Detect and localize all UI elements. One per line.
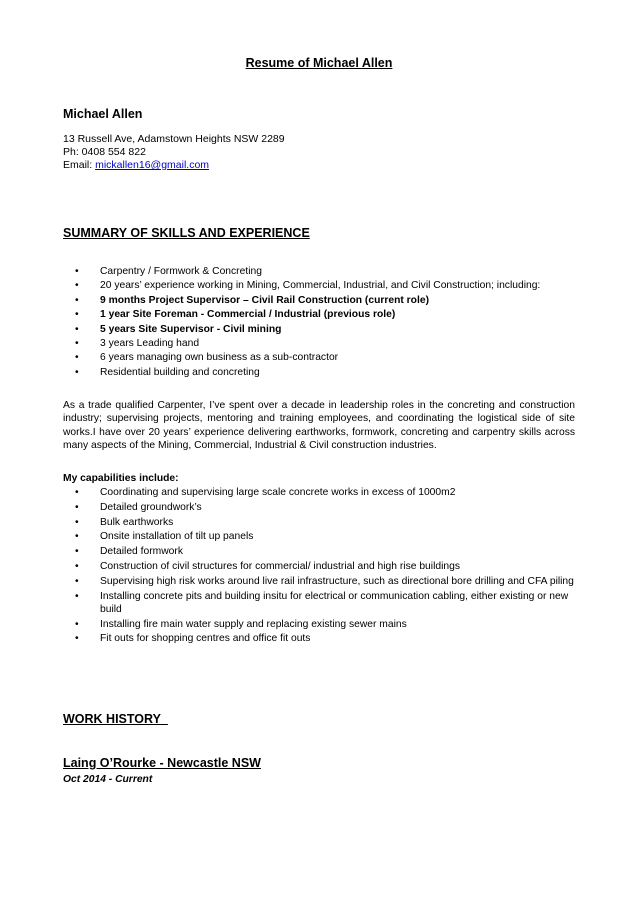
- bullet-icon: •: [75, 633, 79, 645]
- capability-item: [75, 486, 576, 499]
- bullet-icon: •: [75, 546, 79, 558]
- email-label: Email:: [63, 159, 96, 171]
- summary-item: [75, 323, 595, 337]
- summary-item-text: 6 years managing own business as a sub-contractor: [100, 352, 339, 364]
- work-history-heading: WORK HISTORY: [63, 712, 161, 726]
- summary-item: [75, 308, 595, 322]
- summary-item: [75, 265, 595, 279]
- summary-item: [75, 351, 595, 365]
- capability-item-text: Detailed formwork: [100, 546, 183, 558]
- address-line: 13 Russell Ave, Adamstown Heights NSW 2289: [63, 133, 285, 145]
- capability-item: [75, 501, 576, 514]
- bullet-icon: •: [75, 323, 79, 335]
- summary-item-text: 20 years’ experience working in Mining, Commercial, Industrial, and Civil Construction; including:: [100, 280, 541, 292]
- capability-item-text: Fit outs for shopping centres and office fit outs: [100, 633, 311, 645]
- summary-list: [75, 265, 595, 380]
- bullet-icon: •: [75, 575, 79, 587]
- summary-item-text: 1 year Site Foreman - Commercial / Industrial (previous role): [100, 309, 396, 321]
- summary-item: [75, 366, 595, 380]
- bullet-icon: •: [75, 266, 79, 277]
- bullet-icon: •: [75, 618, 79, 630]
- capability-item: [75, 575, 576, 588]
- capability-item-text: Bulk earthworks: [100, 516, 174, 528]
- capability-item-text: Supervising high risk works around live rail infrastructure, such as directional bore drilling and CFA piling: [100, 575, 574, 587]
- capability-item: [75, 618, 576, 631]
- capability-item: [75, 516, 576, 529]
- capabilities-heading: My capabilities include:: [63, 473, 179, 484]
- summary-item: [75, 279, 595, 293]
- capability-item-text: Installing concrete pits and building insitu for electrical or communication cabling, either existing or new build: [100, 590, 569, 615]
- bullet-icon: •: [75, 501, 79, 513]
- bullet-icon: •: [75, 294, 79, 306]
- summary-item: [75, 337, 595, 351]
- capability-item: [75, 632, 576, 645]
- employer-name: Laing O’Rourke - Newcastle NSW: [63, 756, 261, 770]
- phone-line: Ph: 0408 554 822: [63, 146, 146, 158]
- capabilities-list: [75, 486, 576, 647]
- capability-item: [75, 530, 576, 543]
- summary-item-text: Carpentry / Formwork & Concreting: [100, 266, 262, 277]
- summary-item-text: Residential building and concreting: [100, 366, 260, 378]
- bullet-icon: •: [75, 531, 79, 543]
- capability-item-text: Construction of civil structures for commercial/ industrial and high rise buildings: [100, 560, 460, 572]
- capability-item: [75, 590, 576, 616]
- summary-heading: SUMMARY OF SKILLS AND EXPERIENCE: [63, 226, 310, 240]
- summary-paragraph: As a trade qualified Carpenter, I’ve spent over a decade in leadership roles in the concreting and construction industry; supervising projects, mentoring and training employees, and coordinating the logistical side of site works.I have over 20 years’ experience delivering earthworks, formwork, concreting and carpentry skills across many aspects of the Mining, Commercial, Industrial & Civil construction industries.: [63, 400, 575, 452]
- bullet-icon: •: [75, 516, 79, 528]
- summary-item-text: 5 years Site Supervisor - Civil mining: [100, 323, 282, 335]
- capability-item: [75, 545, 576, 558]
- bullet-icon: •: [75, 487, 79, 498]
- summary-item: [75, 294, 595, 308]
- capability-item: [75, 560, 576, 573]
- capability-item-text: Installing fire main water supply and replacing existing sewer mains: [100, 618, 407, 630]
- bullet-icon: •: [75, 352, 79, 364]
- capability-item-text: Coordinating and supervising large scale concrete works in excess of 1000m2: [100, 487, 456, 498]
- email-line: [63, 159, 209, 171]
- capability-item-text: Detailed groundwork’s: [100, 501, 202, 513]
- employment-dates: Oct 2014 - Current: [63, 774, 153, 785]
- capability-item-text: Onsite installation of tilt up panels: [100, 531, 254, 543]
- email-link[interactable]: mickallen16@gmail.com: [95, 159, 210, 171]
- bullet-icon: •: [75, 590, 79, 602]
- candidate-name: Michael Allen: [63, 107, 143, 121]
- bullet-icon: •: [75, 560, 79, 572]
- summary-item-text: 3 years Leading hand: [100, 337, 200, 349]
- bullet-icon: •: [75, 280, 79, 292]
- document-title: Resume of Michael Allen: [245, 56, 393, 70]
- bullet-icon: •: [75, 337, 79, 349]
- summary-item-text: 9 months Project Supervisor – Civil Rail Construction (current role): [100, 294, 429, 306]
- bullet-icon: •: [75, 309, 79, 321]
- bullet-icon: •: [75, 366, 79, 378]
